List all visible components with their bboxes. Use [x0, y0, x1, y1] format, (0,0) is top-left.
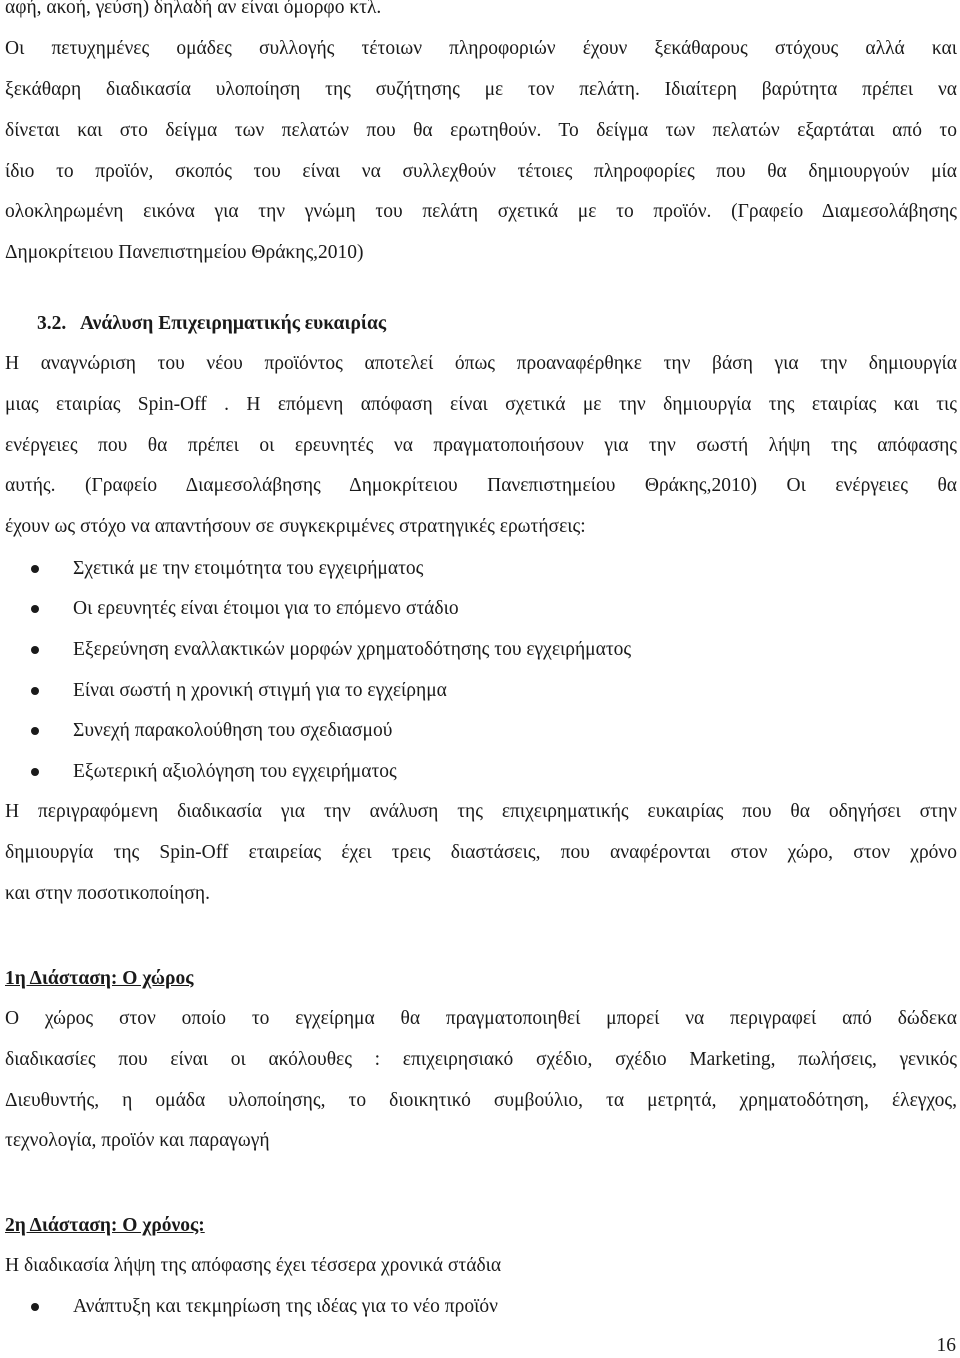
dim2-line: Η διαδικασία λήψη της απόφασης έχει τέσσερα χρονικά στάδια	[5, 1255, 502, 1276]
para3-line: δημιουργία της Spin-Off εταιρείας έχει τρεις διαστάσεις, που αναφέρονται στον χώρο, στον χρόνο	[5, 842, 957, 863]
list-item: Ανάπτυξη και τεκμηρίωση της ιδέας για το νέο προϊόν	[73, 1296, 498, 1317]
list-item: Είναι σωστή η χρονική στιγμή για το εγχείρημα	[73, 680, 447, 701]
para2-line: έχουν ως στόχο να απαντήσουν σε συγκεκριμένες στρατηγικές ερωτήσεις:	[5, 516, 586, 537]
para2-line: αυτής. (Γραφείο Διαμεσολάβησης Δημοκρίτειου Πανεπιστημείου Θράκης,2010) Οι ενέργειες θα	[5, 475, 957, 496]
para1-line: ίδιο το προϊόν, σκοπός του είναι να συλλεχθούν τέτοιες πληροφορίες που θα δημιουργούν μία	[5, 161, 957, 182]
list-item: Σχετικά με την ετοιμότητα του εγχειρήματος	[73, 558, 424, 579]
para1-line: ξεκάθαρη διαδικασία υλοποίηση της συζήτησης με τον πελάτη. Ιδιαίτερη βαρύτητα πρέπει να	[5, 79, 957, 100]
bullet-dot	[31, 1303, 39, 1311]
section-number: 3.2.	[37, 313, 67, 334]
dim1-line: τεχνολογία, προϊόν και παραγωγή	[5, 1130, 270, 1151]
para2-line: μιας εταιρίας Spin-Off . Η επόμενη απόφαση είναι σχετικά με την δημιουργία της εταιρίας και τις	[5, 394, 957, 415]
dimension-1-heading: 1η Διάσταση: Ο χώρος	[5, 968, 194, 989]
list-item: Οι ερευνητές είναι έτοιμοι για το επόμενο στάδιο	[73, 598, 459, 619]
dim1-line: Διευθυντής, η ομάδα υλοποίησης, το διοικητικό συμβούλιο, τα μετρητά, χρηματοδότηση, έλεγχος,	[5, 1090, 957, 1111]
bullet-dot	[31, 768, 39, 776]
para1-line: δίνεται και στο δείγμα των πελατών που θα ερωτηθούν. Το δείγμα των πελατών εξαρτάται από το	[5, 120, 957, 141]
para2-line: Η αναγνώριση του νέου προϊόντος αποτελεί όπως προαναφέρθηκε την βάση για την δημιουργία	[5, 353, 957, 374]
bullet-dot	[31, 646, 39, 654]
list-item: Εξωτερική αξιολόγηση του εγχειρήματος	[73, 761, 397, 782]
para1-line: Οι πετυχημένες ομάδες συλλογής τέτοιων πληροφοριών έχουν ξεκάθαρους στόχους αλλά και	[5, 38, 957, 59]
bullet-dot	[31, 727, 39, 735]
list-item: Συνεχή παρακολούθηση του σχεδιασμού	[73, 720, 393, 741]
dimension-2-heading: 2η Διάσταση: Ο χρόνος:	[5, 1215, 205, 1236]
bullet-dot	[31, 605, 39, 613]
bullet-dot	[31, 565, 39, 573]
section-title: Ανάλυση Επιχειρηματικής ευκαιρίας	[80, 313, 387, 334]
para3-line: Η περιγραφόμενη διαδικασία για την ανάλυση της επιχειρηματικής ευκαιρίας που θα οδηγήσει στην	[5, 801, 957, 822]
dim1-line: Ο χώρος στον οποίο το εγχείρημα θα πραγματοποιηθεί μπορεί να περιγραφεί από δώδεκα	[5, 1008, 957, 1029]
para1-line: Δημοκρίτειου Πανεπιστημείου Θράκης,2010)	[5, 242, 364, 263]
page-number: 16	[936, 1335, 956, 1356]
para1-line: αφή, ακοή, γεύση) δηλαδή αν είναι όμορφο κτλ.	[5, 0, 382, 18]
para2-line: ενέργειες που θα πρέπει οι ερευνητές να πραγματοποιήσουν για την σωστή λήψη της απόφασης	[5, 435, 957, 456]
para1-line: ολοκληρωμένη εικόνα για την γνώμη του πελάτη σχετικά με το προϊόν. (Γραφείο Διαμεσολάβησης	[5, 201, 957, 222]
list-item: Εξερεύνηση εναλλακτικών μορφών χρηματοδότησης του εγχειρήματος	[73, 639, 632, 660]
bullet-dot	[31, 687, 39, 695]
para3-line: και στην ποσοτικοποίηση.	[5, 883, 210, 904]
dim1-line: διαδικασίες που είναι οι ακόλουθες : επιχειρησιακό σχέδιο, σχέδιο Marketing, πωλήσεις, γενικός	[5, 1049, 957, 1070]
